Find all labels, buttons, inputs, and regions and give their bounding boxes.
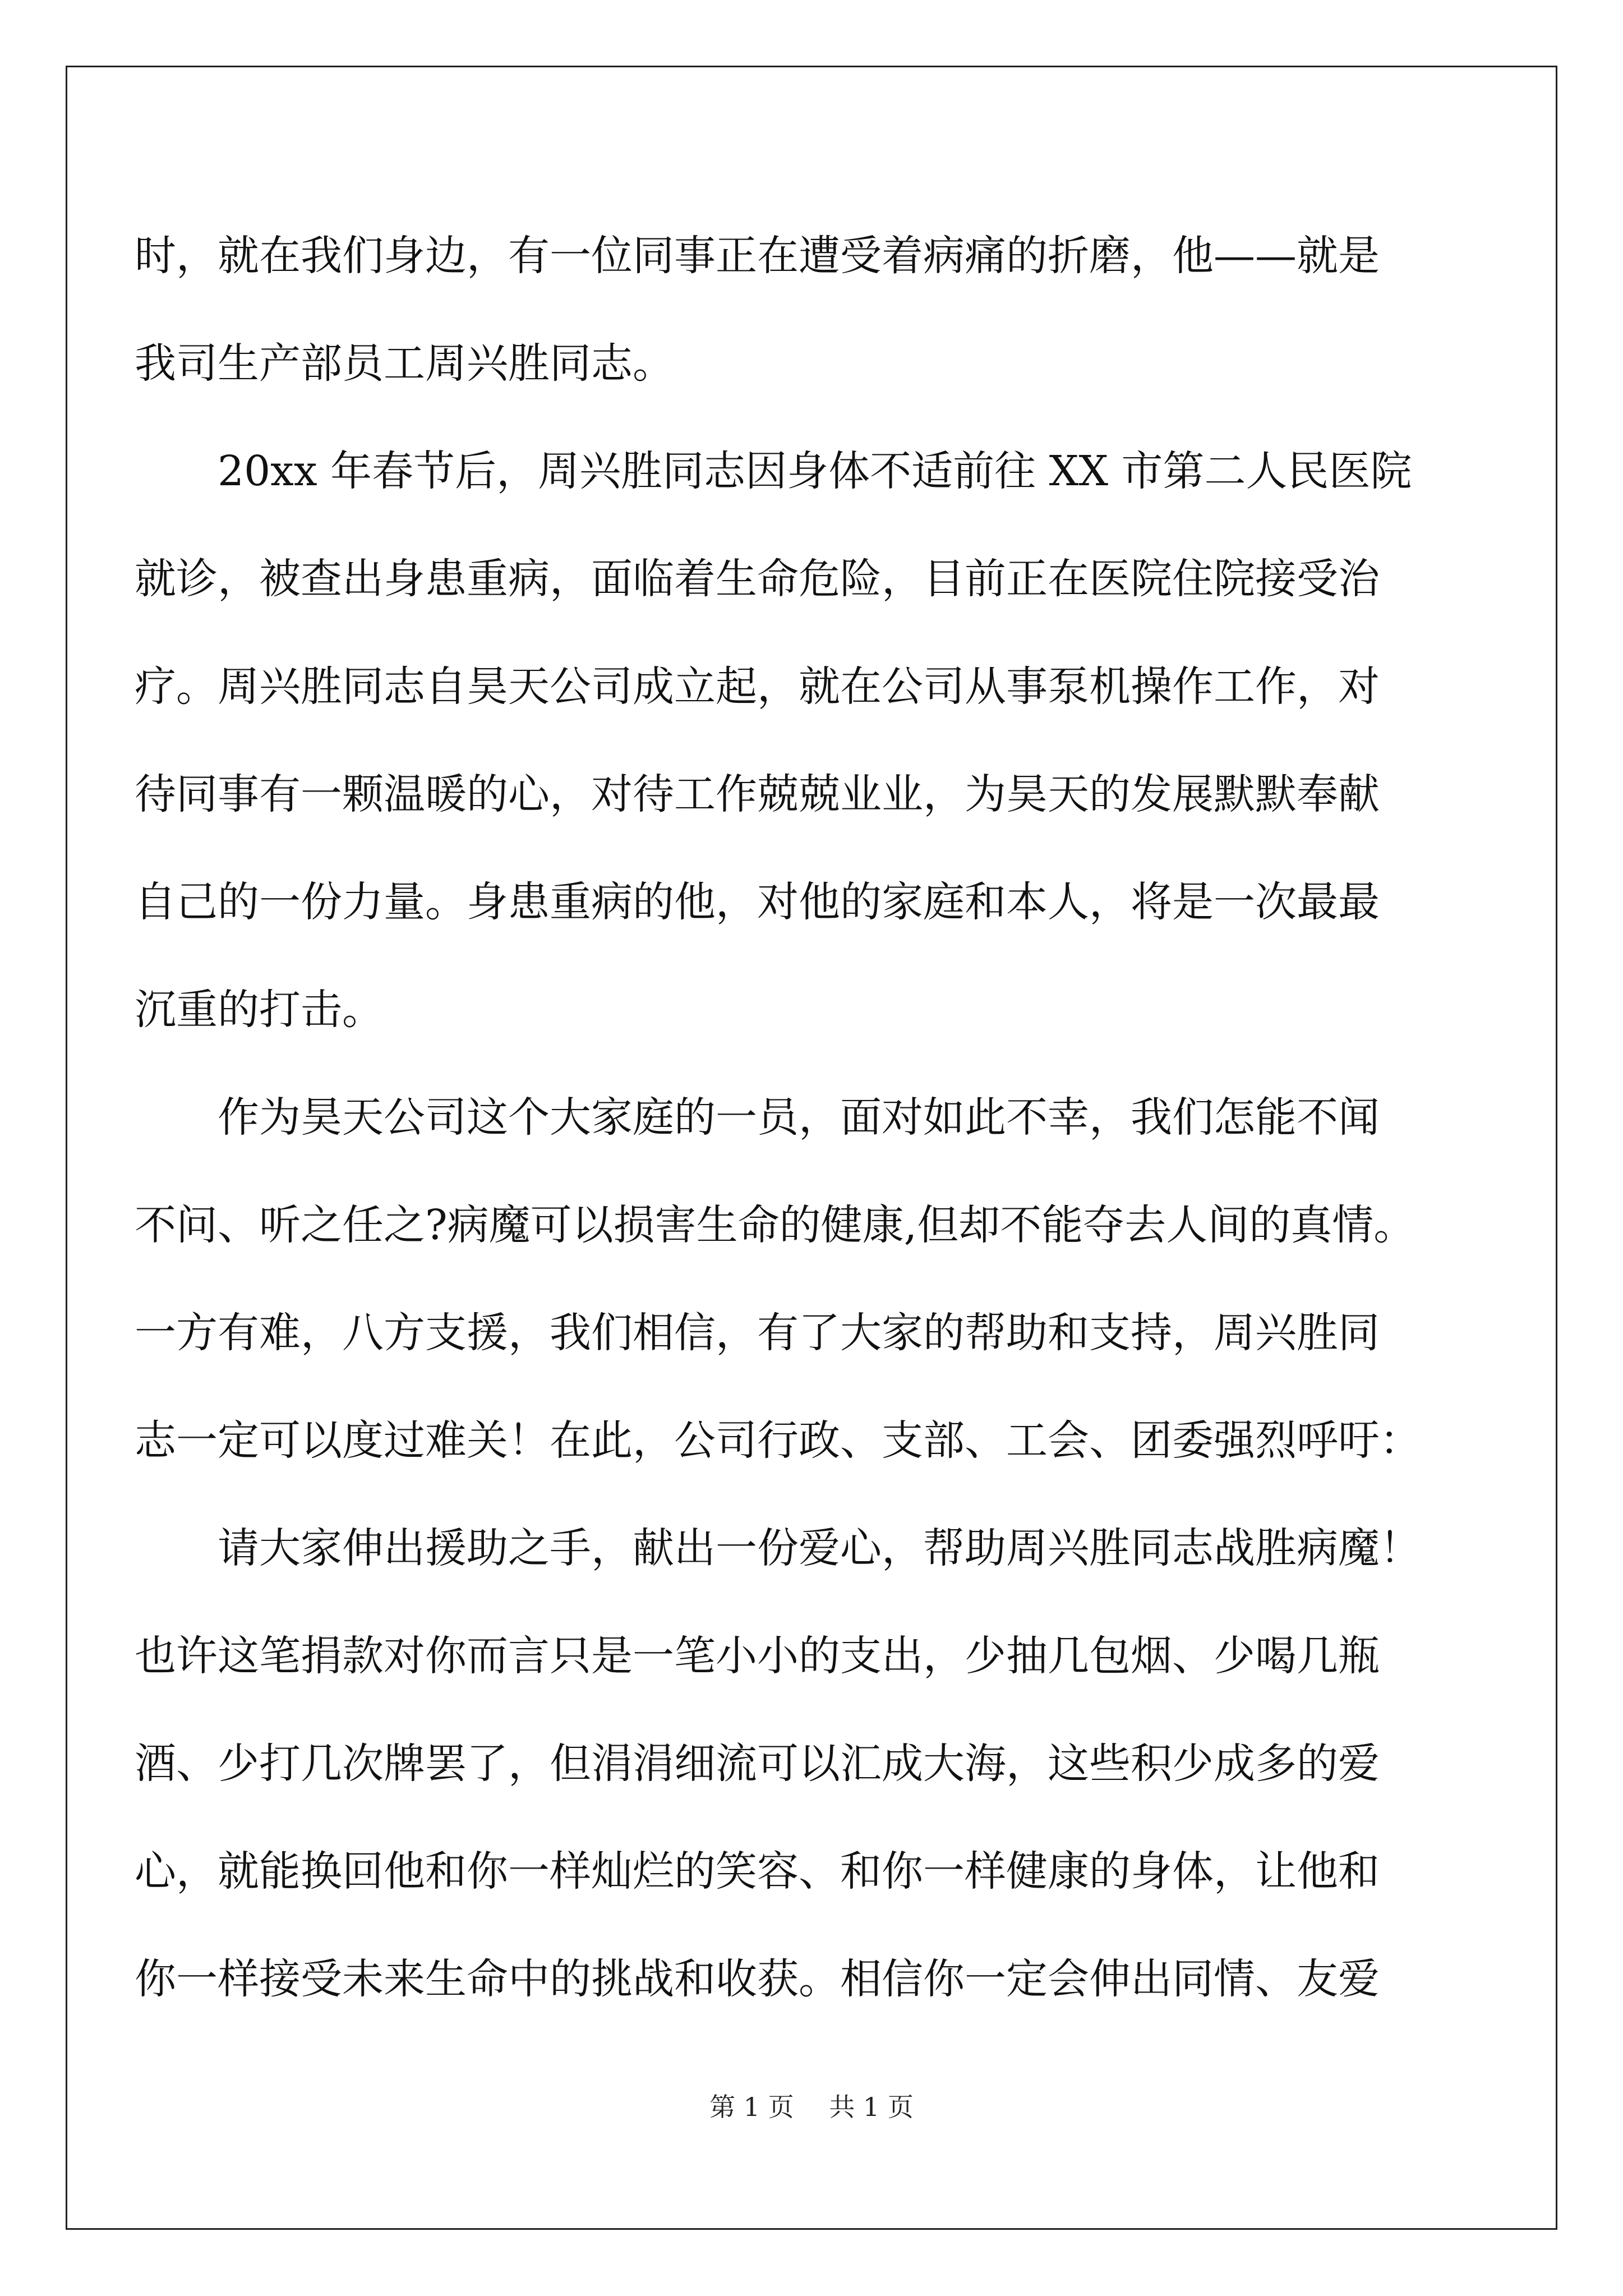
text-line: 疗。周兴胜同志自昊天公司成立起，就在公司从事泵机操作工作，对	[135, 662, 1380, 711]
text-line: 也许这笔捐款对你而言只是一笔小小的支出，少抽几包烟、少喝几瓶	[135, 1632, 1380, 1680]
text-line: 沉重的打击。	[135, 986, 384, 1034]
text-line: 不问、听之任之?病魔可以损害生命的健康,但却不能夺去人间的真情。	[135, 1201, 1415, 1249]
page-footer	[0, 2087, 1623, 2124]
text-line: 志一定可以度过难关！在此，公司行政、支部、工会、团委强烈呼吁：	[135, 1416, 1421, 1465]
text-line: 酒、少打几次牌罢了，但涓涓细流可以汇成大海，这些积少成多的爱	[135, 1740, 1380, 1788]
text-line: 作为昊天公司这个大家庭的一员，面对如此不幸，我们怎能不闻	[218, 1093, 1380, 1142]
text-line: 待同事有一颗温暖的心，对待工作兢兢业业，为昊天的发展默默奉献	[135, 770, 1380, 818]
text-line: 一方有难，八方支援，我们相信，有了大家的帮助和支持，周兴胜同	[135, 1309, 1380, 1357]
text-line: 心，就能换回他和你一样灿烂的笑容、和你一样健康的身体，让他和	[135, 1847, 1380, 1895]
text-line: 请大家伸出援助之手，献出一份爱心，帮助周兴胜同志战胜病魔！	[218, 1524, 1421, 1572]
page-total: 共 1 页	[829, 2092, 914, 2122]
text-line: 我司生产部员工周兴胜同志。	[135, 339, 674, 388]
text-line: 20xx 年春节后，周兴胜同志因身体不适前往 XX 市第二人民医院	[218, 447, 1412, 495]
text-line: 就诊，被查出身患重病，面临着生命危险，目前正在医院住院接受治	[135, 555, 1380, 603]
page-number: 第 1 页	[709, 2092, 794, 2122]
text-line: 你一样接受未来生命中的挑战和收获。相信你一定会伸出同情、友爱	[135, 1955, 1380, 2003]
text-line: 时，就在我们身边，有一位同事正在遭受着病痛的折磨，他——就是	[135, 232, 1380, 280]
text-line: 自己的一份力量。身患重病的他，对他的家庭和本人，将是一次最最	[135, 878, 1380, 926]
document-body	[135, 202, 1469, 2033]
